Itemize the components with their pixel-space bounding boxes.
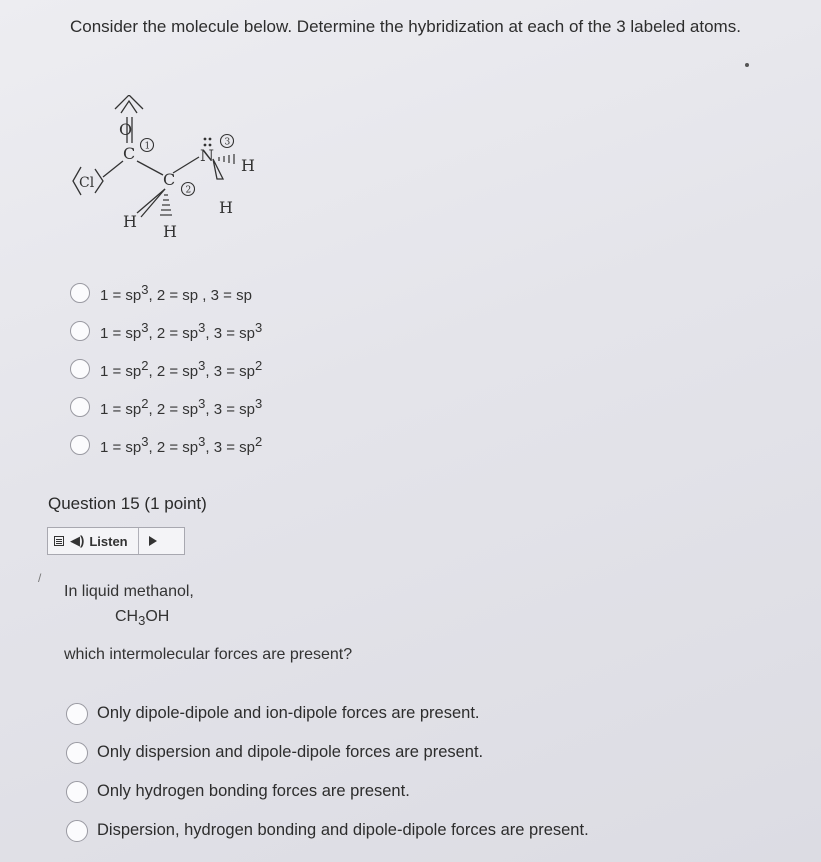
atom-c2: C: [163, 170, 176, 189]
option-label: Only dipole-dipole and ion-dipole forces are present.: [97, 704, 480, 722]
radio-icon[interactable]: [70, 435, 90, 455]
label-2: 2: [185, 185, 192, 196]
q15-option-3[interactable]: [66, 772, 589, 811]
option-label: Dispersion, hydrogen bonding and dipole-dipole forces are present.: [97, 821, 589, 839]
speaker-icon[interactable]: ◀): [70, 533, 85, 548]
option-label: $1 = sp^3$, $2 = sp^3$, $3 = sp^2$: [100, 434, 263, 456]
radio-icon[interactable]: [66, 703, 88, 725]
question-14-options: [70, 274, 262, 464]
option-label: Only hydrogen bonding forces are present.: [97, 782, 410, 800]
radio-icon[interactable]: [66, 820, 88, 842]
atom-o: O: [119, 120, 133, 139]
label-1: 1: [144, 141, 151, 152]
methanol-formula: $CH_3OH$: [115, 608, 170, 629]
question-15-options: [66, 694, 589, 850]
q15-option-1[interactable]: [66, 694, 589, 733]
question-15-prompt: In liquid methanol,: [64, 583, 194, 600]
question-points: (1 point): [144, 494, 207, 513]
option-label: $1 = sp^2$, $2 = sp^3$, $3 = sp^3$: [100, 396, 263, 418]
q14-option-1[interactable]: [70, 274, 262, 312]
label-3: 3: [224, 137, 231, 148]
radio-icon[interactable]: [66, 781, 88, 803]
atom-c1: C: [123, 144, 136, 163]
stray-mark: /: [38, 571, 42, 585]
atom-h-bottom: H: [163, 222, 177, 241]
q14-option-4[interactable]: [70, 388, 262, 426]
atom-h-left: H: [123, 212, 137, 231]
option-label: Only dispersion and dipole-dipole forces are present.: [97, 743, 484, 761]
atom-h-n: H: [219, 198, 233, 217]
question-15-title: [48, 494, 207, 514]
menu-icon[interactable]: [54, 536, 64, 546]
q15-option-4[interactable]: [66, 811, 589, 850]
atom-cl: Cl: [79, 175, 95, 191]
option-label: $1 = sp^2$, $2 = sp^3$, $3 = sp^2$: [100, 358, 263, 380]
radio-icon[interactable]: [70, 321, 90, 341]
atom-n: N: [200, 146, 214, 165]
molecule-diagram: [55, 95, 315, 255]
q15-option-2[interactable]: [66, 733, 589, 772]
toolbar-divider: [138, 528, 139, 554]
play-icon[interactable]: [149, 536, 157, 546]
question-14-prompt: Consider the molecule below. Determine the hybridization at each of the 3 labeled atoms.: [70, 17, 741, 36]
listen-toolbar: [47, 527, 185, 555]
question-number: Question 15: [48, 494, 140, 513]
option-label: $1 = sp^3$, $2 = sp^3$, $3 = sp^3$: [100, 320, 263, 342]
radio-icon[interactable]: [66, 742, 88, 764]
option-label: $1 = sp^3$, 2 = sp , 3 = sp: [100, 282, 252, 304]
question-15-question: which intermolecular forces are present?: [64, 646, 353, 663]
atom-h-right: H: [241, 156, 255, 175]
radio-icon[interactable]: [70, 283, 90, 303]
stray-dot: [745, 63, 749, 67]
radio-icon[interactable]: [70, 397, 90, 417]
q14-option-2[interactable]: [70, 312, 262, 350]
listen-button[interactable]: Listen: [89, 533, 128, 549]
q14-option-3[interactable]: [70, 350, 262, 388]
radio-icon[interactable]: [70, 359, 90, 379]
q14-option-5[interactable]: [70, 426, 262, 464]
